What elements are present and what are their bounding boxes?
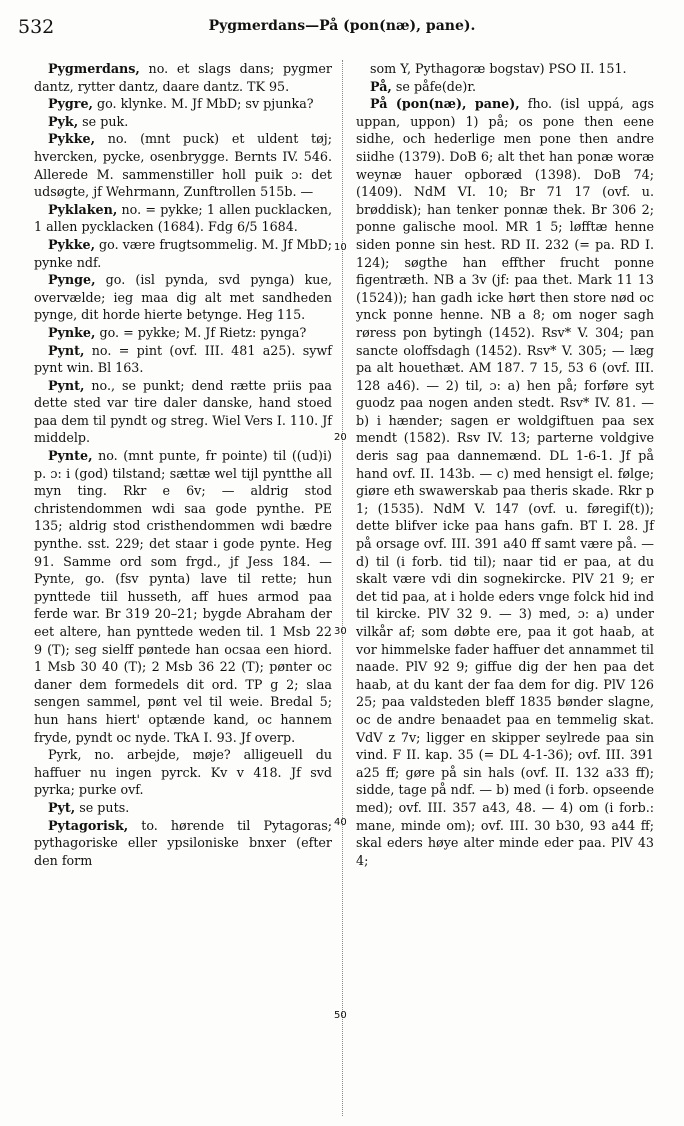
entry-headword: Pykke,	[48, 236, 95, 252]
dictionary-entry	[34, 447, 332, 746]
entry-headword: Pynt,	[48, 342, 85, 358]
page-header	[18, 16, 666, 42]
dictionary-entry	[34, 60, 332, 95]
entry-headword: På (pon(næ), pane),	[370, 96, 520, 112]
dictionary-entry	[34, 271, 332, 324]
left-column	[34, 60, 332, 869]
entry-text: go. = pykke; M. Jf Rietz: pynga?	[99, 324, 307, 340]
dictionary-entry	[34, 95, 332, 113]
dictionary-entry	[34, 799, 332, 817]
dictionary-entry	[34, 817, 332, 870]
page-number: 532	[18, 16, 55, 38]
entry-text: som Y, Pythagoræ bogstav) PSO II. 151.	[370, 61, 627, 76]
dictionary-entry	[34, 746, 332, 799]
entry-text: se puts.	[79, 799, 130, 815]
running-title: Pygmerdans—På (pon(næ), pane).	[208, 18, 476, 34]
entry-headword: Pynke,	[48, 324, 96, 340]
entry-headword: Pynge,	[48, 272, 96, 288]
line-number: 30	[334, 626, 347, 637]
entry-text: no. (mnt puck) et uldent tøj; hvercken, pycke, osenbrygge. Bernts IV. 546. Allerede M. sammenstiller holl puik ɔ: det udsøgte, jf Wehrmann, Zunftrollen 515b. —	[34, 131, 332, 200]
entry-text: no. (mnt punte, fr pointe) til ((ud)i) p. ɔ: i (god) tilstand; sættæ wel tijl pyntthe all myn ting. Rkr e 6v; — aldrig stod christendommen wdi saa gode pynthe. PE 135; aldrig stod cristhendommen wdi bædre pynthe. sst. 229; det staar i gode pynte. Heg 91. Samme ord som frgd., jf Jess 184. — Pynte, go. (fsv pynta) lave til rette; hun pynttede tiil husseth, aff hues armod paa ferde war. Br 319 20–21; bygde Abraham der eet altere, han pynttede weden til. 1 Msb 22 9 (T); seg sielff pøntede han ocsaa een hiord. 1 Msb 30 40 (T); 2 Msb 36 22 (T); pønter oc daner dem formedels dit ord. TP g 2; slaa sengen sammel, pønt vel til weie. Bredal 5; hun hans hiert' optænde kand, oc hannem fryde, pyndt oc nyde. TkA I. 93. Jf overp.	[34, 448, 332, 745]
dictionary-entry	[34, 377, 332, 447]
line-number: 50	[334, 1010, 347, 1021]
dictionary-entry	[34, 201, 332, 236]
entry-text: fho. (isl uppá, ags uppan, uppon) 1) på; os pone then eene sidhe, och hederlige men pone then andre siidhe (1379). DoB 6; alt thet han ponæ woræ weynæ hauer opboræd (1398). DoB 74; (1409). NdM VI. 10; Br 71 17 (ovf. u. brøddisk); han tenker ponnæ thek. Br 306 2; ponne galische mool. MR 1 5; løfftæ henne siden ponne sin hest. RD II. 232 (= pa. RD I. 124); søgthe han effther frucht ponne figentræth. NB a 3v (jf: paa thet. Mark 11 13 (1524)); han gadh icke hørt then store nød oc ynck ponne henne. NB a 8; om noger sagh røress pon bytingh (1452). Rsv* V. 304; pan sancte oloffsdagh (1452). Rsv* V. 305; — læg pa alt houethæt. AM 187. 7 15, 53 6 (ovf. III. 128 a46). — 2) til, ɔ: a) hen på; forføre syt guodz paa nogen anden stedt. Rsv* IV. 81. — b) i hænder; sagen er woldgiftuen paa sex mendt (1582). Rsv IV. 13; parterne voldgive deris sag paa dannemænd. DL 1-6-1. Jf på hand ovf. II. 143b. — c) med hensigt el. følge; giøre eth swawerskab paa theris skade. Rkr p 1; (1535). NdM V. 147 (ovf. u. føregif(t)); dette blifver icke paa hans gafn. BT I. 28. Jf på orsage ovf. III. 391 a40 ff samt være på. — d) til (i forb. tid til); naar tid er paa, at du skalt være vdi din sognekircke. PlV 21 9; er det tid paa, at i holde eders vnge folck hid ind til kircke. PlV 32 9. — 3) med, ɔ: a) under vilkår af; som døbte ere, paa it got haab, at vor himmelske fader haffuer det annammet til naade. PlV 92 9; giffue dig der hen paa det haab, at du kant der faa dem for dig. PlV 126 25; paa valdsteden bleff 1835 bønder slagne, oc de andre benaadet paa en temmelig skat. VdV z 7v; ligger en skipper seylrede paa sin vind. F II. kap. 35 (= DL 4-1-36); ovf. III. 391 a25 ff; gøre på sin hals (ovf. II. 132 a33 ff); sidde, tage på ndf. — b) med (i forb. opseende med); ovf. III. 357 a43, 48. — 4) om (i forb.: mane, minde om); ovf. III. 30 b30, 93 a44 ff; skal eders høye alter minde eder paa. PlV 43 4;	[356, 96, 654, 868]
entry-text: go. være frugtsommelig. M. Jf MbD; pynke ndf.	[34, 236, 332, 270]
line-number: 20	[334, 432, 347, 443]
entry-text: se puk.	[82, 113, 129, 129]
dictionary-entry	[34, 324, 332, 342]
entry-headword: Pykke,	[48, 131, 95, 147]
line-number: 10	[334, 242, 347, 253]
entry-headword: Pyt,	[48, 799, 76, 815]
dictionary-entry	[356, 60, 654, 78]
dictionary-entry	[34, 113, 332, 131]
dictionary-entry	[34, 342, 332, 377]
entry-text: no. = pykke; 1 allen pucklacken, 1 allen pycklacken (1684). Fdg 6/5 1684.	[34, 201, 332, 235]
entry-text: go. klynke. M. Jf MbD; sv pjunka?	[97, 96, 314, 112]
entry-headword: På,	[370, 78, 392, 94]
entry-text: to. hørende til Pytagoras; pythagoriske eller ypsiloniske bnxer (efter den form	[34, 817, 332, 868]
right-column	[356, 60, 654, 869]
entry-text: no., se punkt; dend rætte priis paa dette sted var tire daler danske, hand stoed paa dem til pyndt og streg. Wiel Vers I. 110. Jf middelp.	[34, 377, 332, 446]
line-number: 40	[334, 817, 347, 828]
entry-headword: Pyk,	[48, 113, 79, 129]
entry-headword: Pynte,	[48, 448, 93, 464]
dictionary-entry	[34, 130, 332, 200]
entry-text: no. = pint (ovf. III. 481 a25). sywf pynt win. Bl 163.	[34, 342, 332, 376]
dictionary-entry	[356, 95, 654, 869]
entry-headword: Pynt,	[48, 377, 85, 393]
entry-headword: Pytagorisk,	[48, 817, 129, 833]
entry-text: go. (isl pynda, svd pynga) kue, overvælde; ieg maa dig alt met sandheden pynge, dit horde hierte betynge. Heg 115.	[34, 272, 332, 323]
column-divider	[342, 60, 343, 1116]
entry-headword: Pyklaken,	[48, 201, 118, 217]
dictionary-entry	[356, 78, 654, 96]
entry-headword: Pygre,	[48, 96, 93, 112]
dictionary-entry	[34, 236, 332, 271]
entry-text: Pyrk, no. arbejde, møje? alligeuell du haffuer nu ingen pyrck. Kv v 418. Jf svd pyrka; purke ovf.	[34, 747, 332, 798]
entry-headword: Pygmerdans,	[48, 61, 140, 76]
entry-text: no. et slags dans; pygmer dantz, rytter dantz, daare dantz. TK 95.	[34, 61, 332, 94]
entry-text: se påfe(de)r.	[395, 78, 477, 94]
